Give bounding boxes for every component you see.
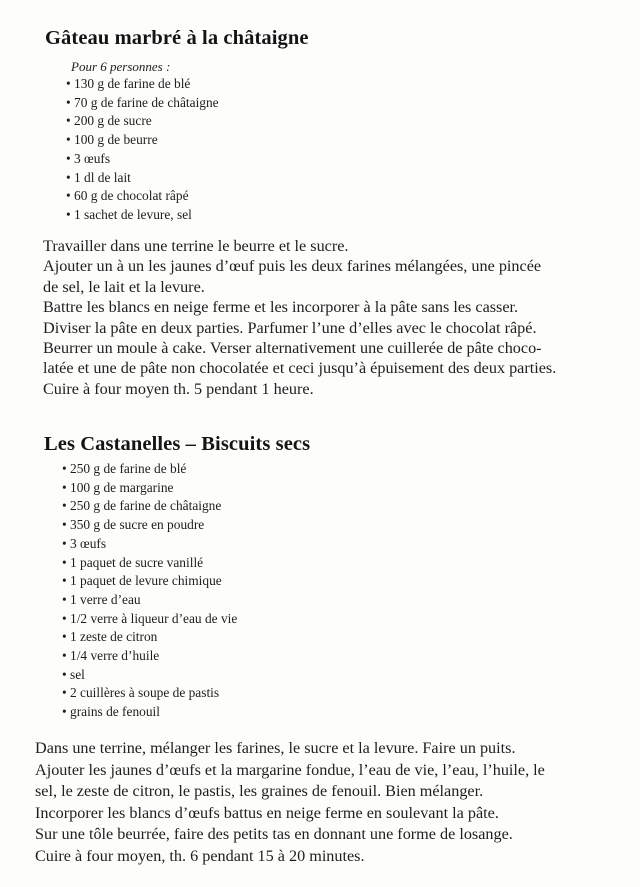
ingredient-item: • grains de fenouil	[62, 704, 160, 720]
instruction-line: Beurrer un moule à cake. Verser alternativement une cuillerée de pâte choco-	[43, 339, 542, 358]
ingredient-item: • sel	[62, 666, 85, 682]
ingredient-item: • 200 g de sucre	[66, 113, 152, 129]
instruction-line: Travailler dans une terrine le beurre et le sucre.	[43, 237, 349, 255]
recipe-instructions	[43, 236, 556, 399]
ingredient-item: • 70 g de farine de châtaigne	[66, 94, 219, 110]
ingredient-item: • 130 g de farine de blé	[66, 76, 191, 91]
instruction-line: Battre les blancs en neige ferme et les incorporer à la pâte sans les casser.	[43, 298, 519, 317]
ingredient-item: • 1 paquet de levure chimique	[62, 573, 222, 589]
instruction-line: Cuire à four moyen, th. 6 pendant 15 à 20 minutes.	[35, 846, 365, 865]
recipe-title: Gâteau marbré à la châtaigne	[45, 27, 309, 49]
servings: Pour 6 personnes :	[71, 59, 171, 74]
ingredient-item: • 1/4 verre d’huile	[62, 648, 160, 664]
ingredient-item: • 350 g de sucre en poudre	[62, 517, 205, 533]
instruction-line: Diviser la pâte en deux parties. Parfumer l’une d’elles avec le chocolat râpé.	[43, 318, 537, 337]
ingredient-item: • 3 œufs	[66, 150, 111, 166]
ingredient-item: • 1/2 verre à liqueur d’eau de vie	[62, 610, 238, 626]
ingredient-item: • 3 œufs	[62, 535, 107, 551]
ingredient-list	[66, 75, 219, 225]
instruction-line: sel, le zeste de citron, le pastis, les graines de fenouil. Bien mélanger.	[35, 782, 484, 801]
ingredient-item: • 1 verre d’eau	[62, 591, 141, 607]
instruction-line: Cuire à four moyen th. 5 pendant 1 heure.	[43, 379, 314, 398]
ingredient-item: • 60 g de chocolat râpé	[66, 188, 189, 204]
ingredient-item: • 1 dl de lait	[66, 169, 131, 185]
ingredient-item: • 250 g de farine de blé	[62, 461, 187, 476]
recipe-title: Les Castanelles – Biscuits secs	[44, 433, 311, 455]
instruction-line: latée et une de pâte non chocolatée et ceci jusqu’à épuisement des deux parties.	[43, 359, 557, 378]
instruction-line: Dans une terrine, mélanger les farines, le sucre et la levure. Faire un puits.	[35, 739, 516, 757]
instruction-line: Ajouter les jaunes d’œufs et la margarine fondue, l’eau de vie, l’eau, l’huile, le	[35, 760, 545, 779]
recipe-gateau-marbre	[0, 26, 640, 398]
ingredient-item: • 1 sachet de levure, sel	[66, 206, 192, 222]
recipe-instructions	[35, 738, 545, 868]
instruction-line: Ajouter un à un les jaunes d’œuf puis les deux farines mélangées, une pincée	[43, 257, 542, 276]
instruction-line: Incorporer les blancs d’œufs battus en neige ferme en soulevant la pâte.	[35, 803, 499, 822]
ingredient-list	[62, 460, 237, 722]
ingredient-item: • 250 g de farine de châtaigne	[62, 498, 222, 514]
instruction-line: Sur une tôle beurrée, faire des petits tas en donnant une forme de losange.	[35, 825, 513, 844]
ingredient-item: • 1 paquet de sucre vanillé	[62, 554, 204, 570]
ingredient-item: • 1 zeste de citron	[62, 629, 158, 645]
ingredient-item: • 100 g de margarine	[62, 479, 174, 495]
ingredient-item: • 2 cuillères à soupe de pastis	[62, 685, 220, 701]
recipe-castanelles	[0, 432, 640, 865]
ingredient-item: • 100 g de beurre	[66, 132, 158, 148]
instruction-line: de sel, le lait et la levure.	[43, 277, 205, 296]
